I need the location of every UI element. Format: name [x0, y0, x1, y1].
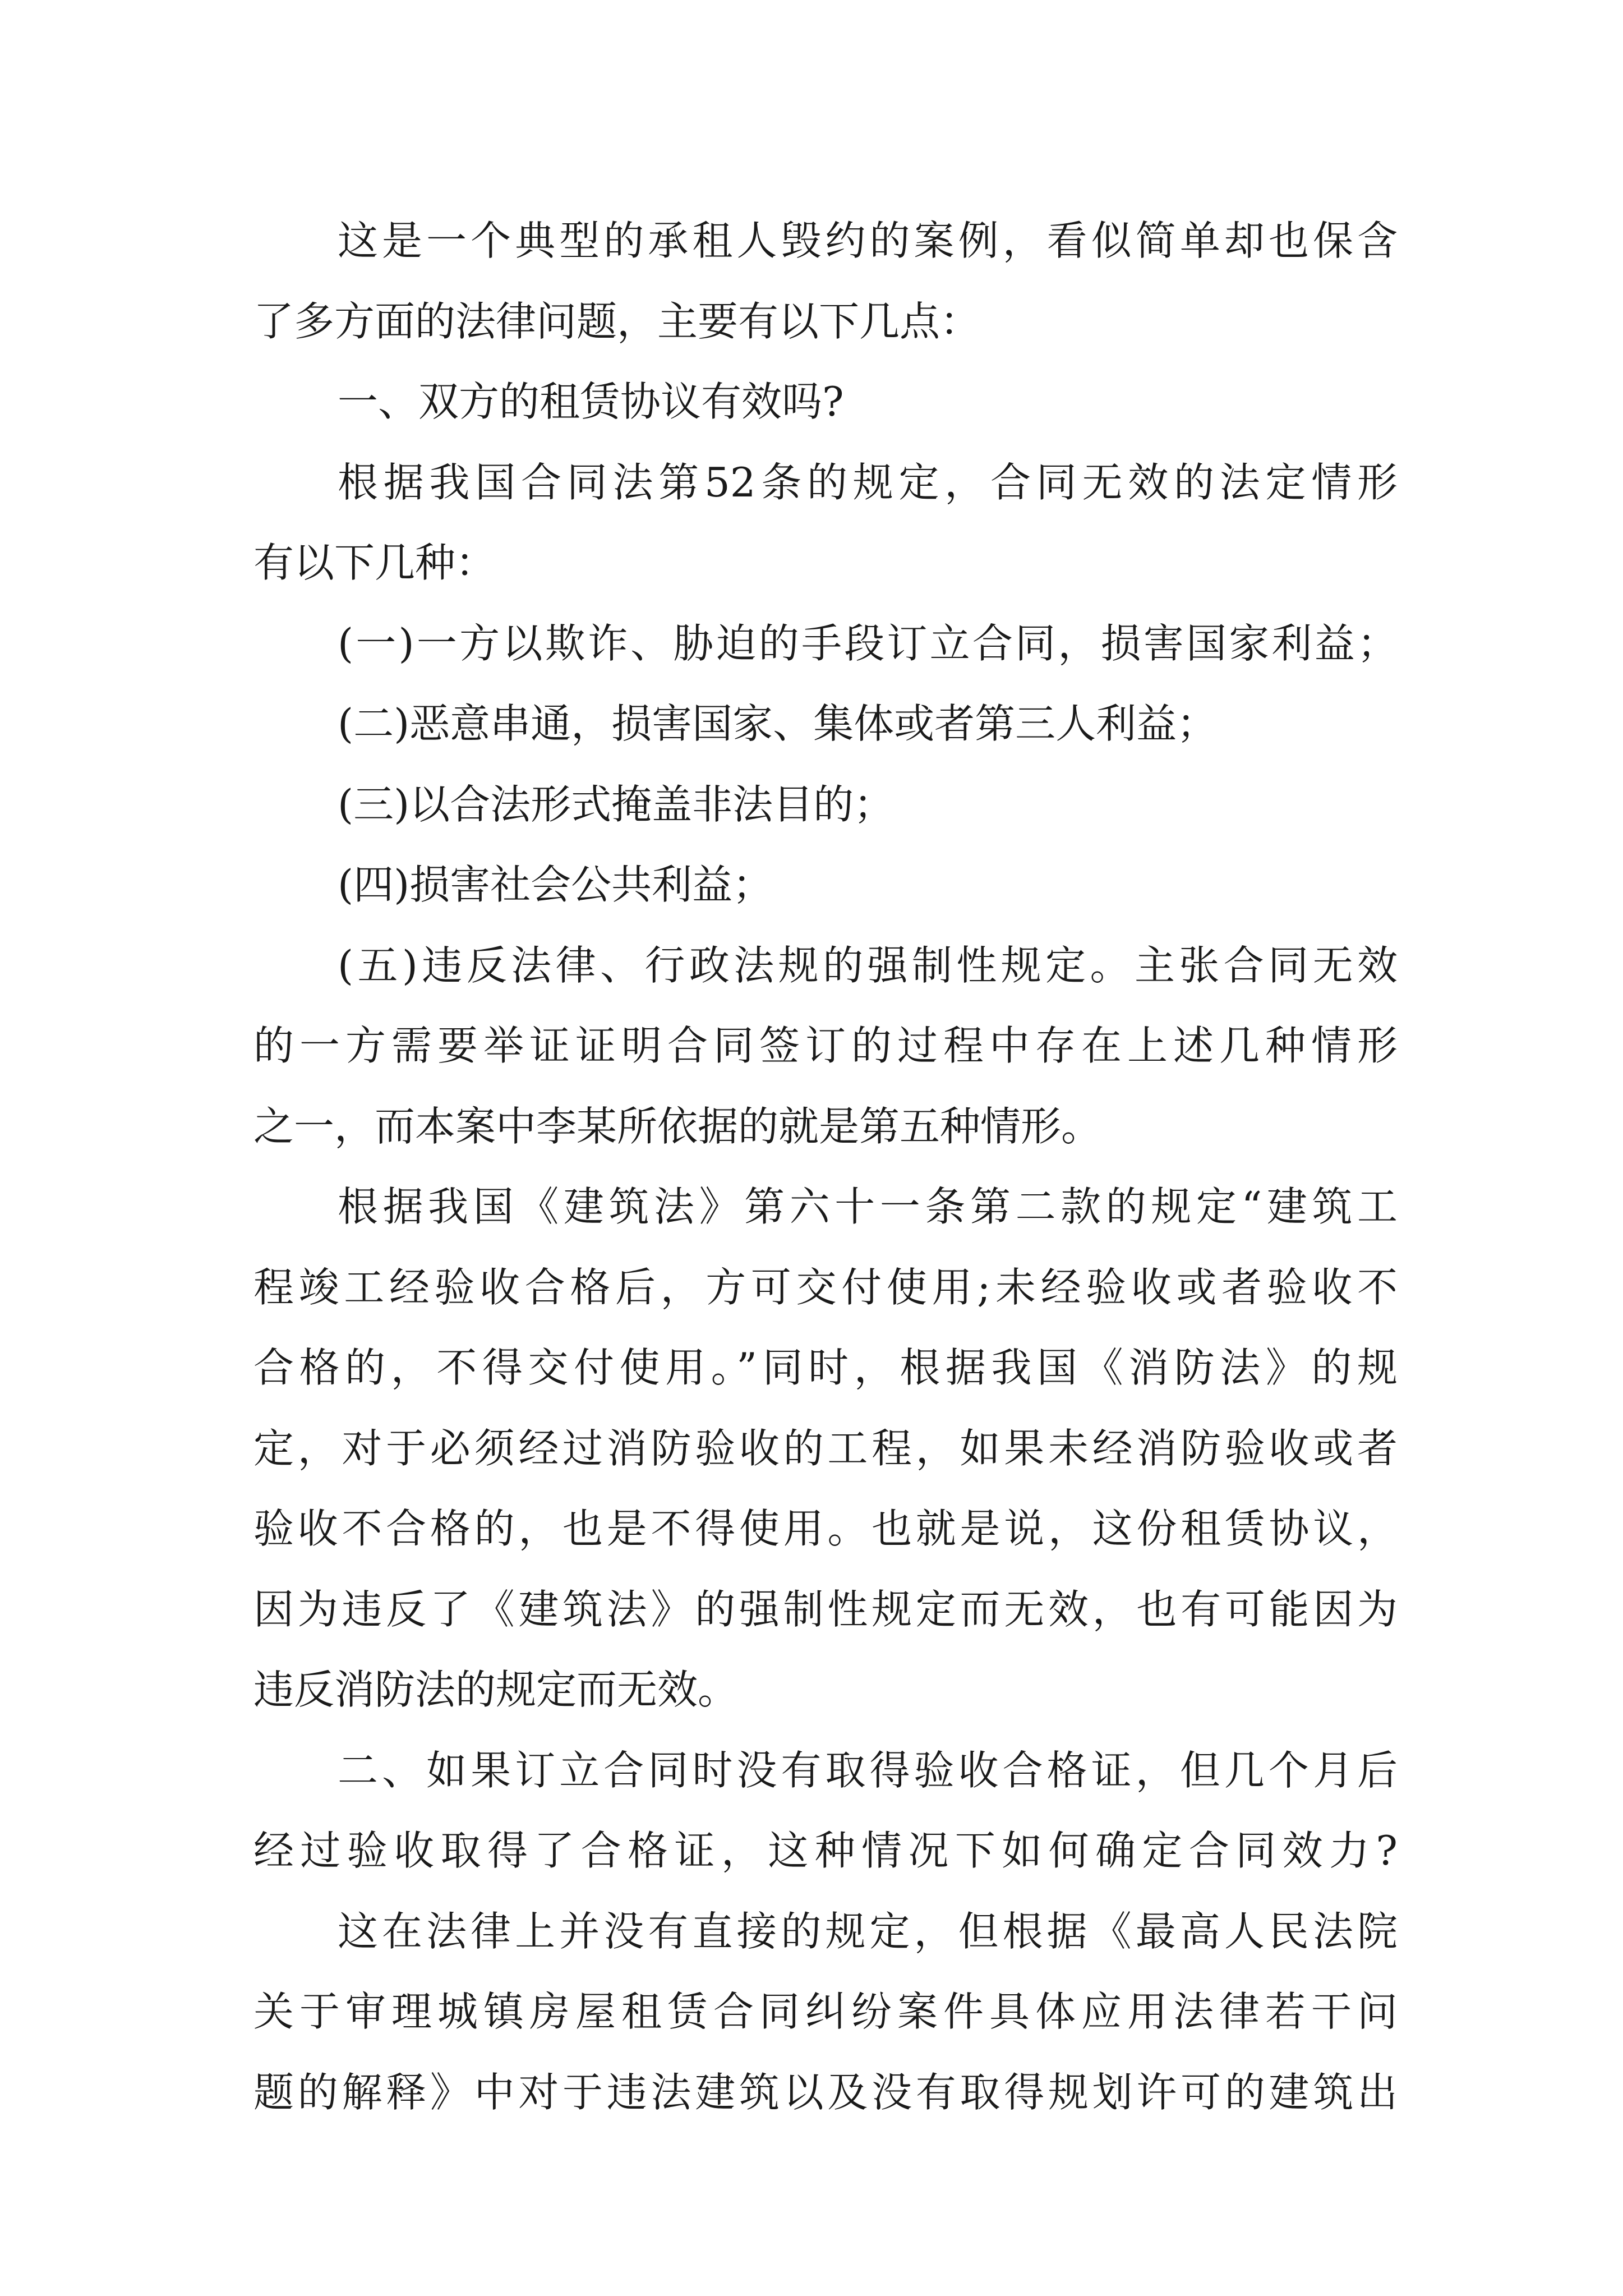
text-line: 的一方需要举证证明合同签订的过程中存在上述几种情形 — [253, 1022, 1398, 1069]
text-line: 了多方面的法律问题，主要有以下几点： — [253, 297, 981, 345]
text-line: (四)损害社会公共利益； — [338, 861, 773, 908]
text-line: (二)恶意串通，损害国家、集体或者第三人利益； — [338, 700, 1218, 747]
text-line: 之一，而本案中李某所依据的就是第五种情形。 — [253, 1102, 1102, 1150]
text-line: 有以下几种： — [253, 539, 496, 586]
text-line: (一)一方以欺诈、胁迫的手段订立合同，损害国家利益； — [338, 619, 1398, 667]
text-line: 根据我国合同法第52条的规定，合同无效的法定情形 — [338, 458, 1398, 506]
document-body — [253, 201, 1398, 2133]
text-line: 题的解释》中对于违法建筑以及没有取得规划许可的建筑出 — [253, 2068, 1398, 2116]
text-line: 定，对于必须经过消防验收的工程，如果未经消防验收或者 — [253, 1424, 1398, 1472]
text-line: 关于审理城镇房屋租赁合同纠纷案件具体应用法律若干问 — [253, 1988, 1398, 2035]
text-line: 这是一个典型的承租人毁约的案例，看似简单却也保含 — [338, 217, 1398, 264]
text-line: 合格的，不得交付使用。”同时，根据我国《消防法》的规 — [253, 1344, 1398, 1391]
text-line: 二、如果订立合同时没有取得验收合格证，但几个月后 — [338, 1746, 1398, 1794]
text-line: 因为违反了《建筑法》的强制性规定而无效，也有可能因为 — [253, 1585, 1398, 1633]
text-line: (五)违反法律、行政法规的强制性规定。主张合同无效 — [338, 941, 1398, 989]
text-line: 验收不合格的，也是不得使用。也就是说，这份租赁协议， — [253, 1505, 1398, 1552]
text-line: 一、双方的租赁协议有效吗? — [338, 378, 844, 425]
text-line: 根据我国《建筑法》第六十一条第二款的规定“建筑工 — [338, 1183, 1398, 1230]
text-line: (三)以合法形式掩盖非法目的； — [338, 780, 895, 828]
text-line: 经过验收取得了合格证，这种情况下如何确定合同效力? — [253, 1827, 1398, 1874]
text-line: 违反消防法的规定而无效。 — [253, 1666, 739, 1713]
text-line: 程竣工经验收合格后，方可交付使用;未经验收或者验收不 — [253, 1263, 1398, 1311]
text-line: 这在法律上并没有直接的规定，但根据《最高人民法院 — [338, 1907, 1398, 1955]
